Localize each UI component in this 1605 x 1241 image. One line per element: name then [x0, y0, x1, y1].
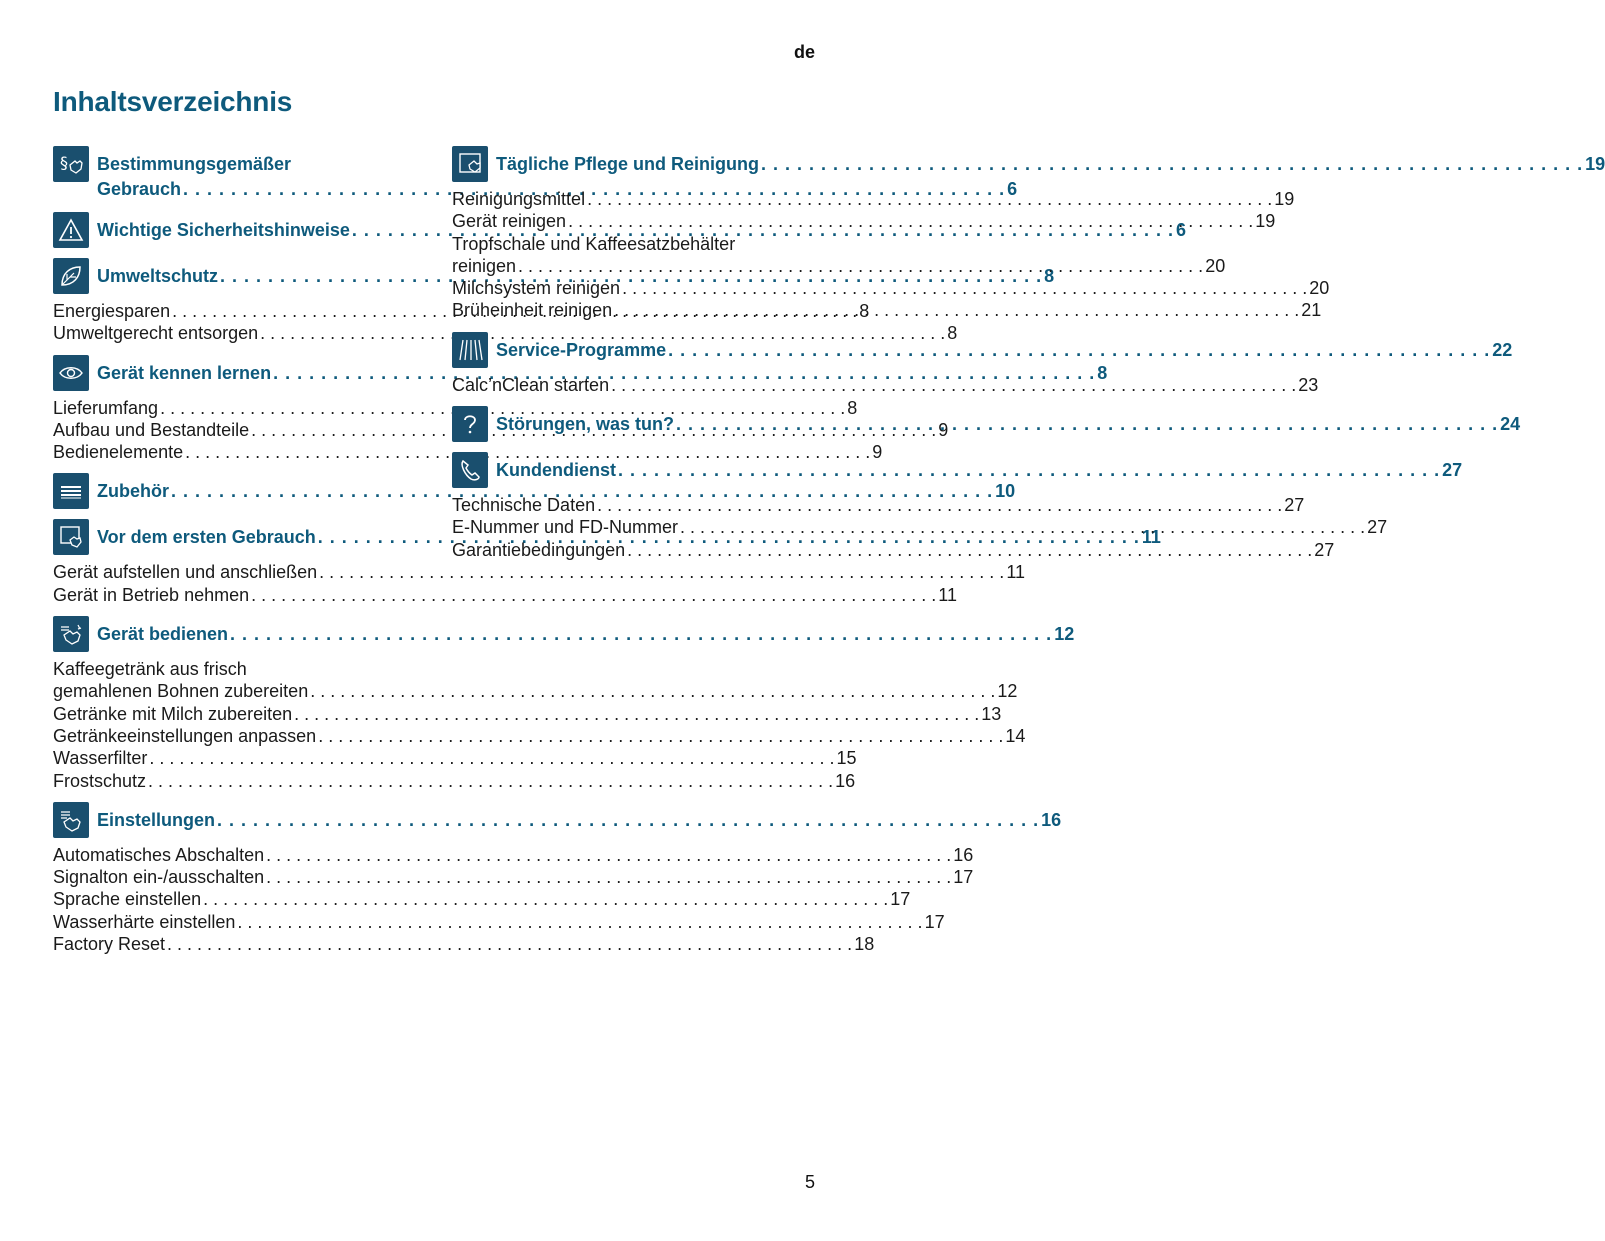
toc-entry-page: 27	[1367, 517, 1388, 538]
toc-entry-label: Garantiebedingungen	[452, 539, 626, 560]
toc-entry[interactable]	[53, 911, 945, 933]
toc-entry[interactable]	[53, 844, 974, 866]
leader-dots	[316, 725, 1005, 747]
section-title-row-label: Gebrauch	[97, 179, 182, 199]
toc-entry-label: Signalton ein-/ausschalten	[53, 867, 265, 888]
toc-entry-label: Automatisches Abschalten	[53, 844, 265, 865]
toc-entry-label: Wasserfilter	[53, 748, 148, 769]
stack-icon	[53, 473, 89, 509]
section-title-row-page: 8	[1044, 266, 1055, 286]
hand-press-icon	[53, 616, 89, 652]
toc-entry-label: Gerät reinigen	[452, 211, 567, 232]
toc-entry[interactable]	[53, 725, 1026, 747]
box-hand-icon	[53, 519, 89, 555]
toc-entry-label: E-Nummer und FD-Nummer	[452, 517, 679, 538]
cleaning-hand-icon	[452, 146, 488, 182]
toc-entry-label: Umweltgerecht entsorgen	[53, 323, 259, 344]
leader-dots	[585, 188, 1274, 210]
section-title-row-label: Einstellungen	[97, 809, 216, 830]
section-title-row-page: 6	[1176, 220, 1187, 240]
leader-dots	[228, 622, 1054, 647]
leader-dots	[147, 747, 836, 769]
section-entries	[452, 374, 1319, 396]
toc-entry[interactable]	[53, 866, 974, 888]
toc-entry-page: 21	[1301, 300, 1322, 321]
leader-dots	[215, 808, 1041, 833]
section-title-line1: Bestimmungsgemäßer	[97, 154, 292, 174]
toc-entry[interactable]	[53, 703, 1002, 725]
section-title-row-label: Kundendienst	[496, 460, 616, 481]
toc-entry-page: 11	[938, 584, 957, 605]
leader-dots	[620, 277, 1309, 299]
toc-entry[interactable]	[53, 933, 875, 955]
section-heading[interactable]	[452, 146, 1605, 182]
toc-entry-label: Wasserhärte einstellen	[53, 911, 236, 932]
section-title-row-page: 24	[1500, 414, 1521, 435]
toc-entry-page: 17	[953, 867, 974, 888]
hand-settings-icon	[53, 802, 89, 838]
section-entries	[53, 844, 974, 955]
section-title-row-page: 16	[1041, 809, 1062, 830]
section-title-row-page: 6	[1007, 179, 1018, 199]
toc-entry-label: Factory Reset	[53, 934, 166, 955]
section-title	[97, 616, 1074, 647]
toc-entry-page: 15	[836, 748, 857, 769]
toc-entry-label: Getränkeeinstellungen anpassen	[53, 725, 317, 746]
leader-dots	[264, 866, 953, 888]
toc-entry-label: Reinigungsmittel	[452, 189, 586, 209]
section-title	[97, 802, 1061, 833]
toc-entry[interactable]	[53, 770, 856, 792]
leader-dots	[249, 584, 938, 606]
section-title-row[interactable]	[496, 338, 1512, 363]
toc-entry[interactable]	[452, 494, 1305, 516]
leader-dots	[516, 255, 1205, 277]
toc-entry[interactable]	[53, 322, 958, 344]
leaf-icon	[53, 258, 89, 294]
toc-entry-line1: Kaffeegetränk aus frisch	[53, 659, 247, 680]
toc-entry[interactable]	[452, 299, 1322, 321]
svg-text:§: §	[60, 153, 68, 172]
leader-dots	[625, 539, 1314, 561]
section-entries	[452, 188, 1330, 322]
section-title-row-page: 19	[1585, 154, 1605, 174]
toc-entry-page: 9	[872, 442, 883, 463]
toc-entry-label: reinigen	[452, 255, 517, 276]
section-heading[interactable]	[53, 616, 1075, 652]
section-heading[interactable]	[452, 406, 1521, 442]
page-title: Inhaltsverzeichnis	[53, 86, 293, 117]
leader-dots	[612, 299, 1301, 321]
section-title-row[interactable]	[97, 622, 1074, 647]
section-title-row-page: 10	[995, 481, 1016, 502]
toc-entry-page: 16	[835, 770, 856, 791]
toc-entry-page: 8	[947, 323, 958, 344]
toc-entry[interactable]	[452, 188, 1295, 210]
toc-entry-page: 27	[1314, 539, 1335, 560]
leader-dots	[666, 338, 1492, 363]
section-heading[interactable]	[452, 332, 1513, 368]
section-entries	[53, 658, 1026, 792]
leader-dots	[235, 911, 924, 933]
toc-entry[interactable]	[53, 747, 857, 769]
leader-dots	[609, 374, 1298, 396]
toc-entry-page: 16	[953, 844, 974, 865]
toc-entry-page: 8	[859, 301, 870, 321]
question-icon	[452, 406, 488, 442]
toc-entry-page: 14	[1005, 725, 1026, 746]
toc-entry-page: 8	[847, 397, 858, 418]
section-title-row-label: Vor dem ersten Gebrauch	[97, 527, 316, 548]
toc-entry-page: 27	[1284, 495, 1305, 516]
leader-dots	[264, 844, 953, 866]
section-title-row[interactable]	[496, 152, 1605, 177]
section-title	[496, 452, 1462, 483]
leader-dots	[678, 516, 1367, 538]
toc-entry[interactable]	[452, 277, 1330, 299]
toc-entry-label: Gerät in Betrieb nehmen	[53, 584, 250, 605]
section-title-row[interactable]	[97, 808, 1061, 833]
section-title-row-label: Gerät bedienen	[97, 624, 229, 645]
toc-entry-page: 17	[924, 911, 945, 932]
toc-entry-label: Milchsystem reinigen	[452, 278, 621, 299]
toc-entry-page: 9	[938, 419, 949, 440]
section-entries	[53, 561, 1025, 606]
toc-entry-page: 17	[890, 889, 911, 910]
paragraph-hand-icon	[53, 146, 89, 182]
leader-dots	[165, 933, 854, 955]
page-number: 5	[804, 1172, 815, 1192]
toc-entry-label: Bedienelemente	[53, 442, 184, 463]
toc-entry-label: Energiesparen	[53, 301, 171, 321]
leader-dots	[759, 152, 1585, 177]
section-title	[496, 146, 1605, 177]
toc-entry[interactable]	[53, 584, 957, 606]
toc-section	[452, 406, 1521, 442]
leader-dots	[292, 703, 981, 725]
section-heading[interactable]	[452, 452, 1463, 488]
eye-icon	[53, 355, 89, 391]
section-title-row-page: 11	[1141, 527, 1161, 548]
toc-entry[interactable]	[53, 888, 911, 910]
section-title-row-label: Gerät kennen lernen	[97, 362, 272, 383]
section-title-row-page: 12	[1054, 624, 1075, 645]
warning-triangle-icon	[53, 212, 89, 248]
section-title-row-label: Umweltschutz	[97, 266, 219, 286]
toc-entry[interactable]	[53, 441, 883, 463]
leader-dots	[308, 680, 997, 702]
leader-dots	[595, 494, 1284, 516]
toc-entry-line1: Tropfschale und Kaffeesatzbehälter	[452, 233, 736, 254]
toc-entry-label: Gerät aufstellen und anschließen	[53, 562, 318, 583]
toc-entry-label: Technische Daten	[452, 495, 596, 516]
toc-entry[interactable]	[452, 210, 1276, 232]
toc-entry[interactable]	[452, 374, 1319, 396]
toc-entry-label: Aufbau und Bestandteile	[53, 419, 250, 440]
toc-entry-page: 19	[1274, 189, 1295, 209]
toc-entry-page: 19	[1255, 211, 1276, 232]
toc-entry-label: Calc’nClean starten	[452, 374, 610, 395]
section-title	[496, 332, 1512, 363]
leader-dots	[566, 210, 1255, 232]
section-title-row-label: Tägliche Pflege und Reinigung	[496, 154, 760, 174]
toc-entry-page: 23	[1298, 374, 1319, 395]
toc-entry-label: Brüheinheit reinigen	[452, 300, 613, 321]
toc-entry[interactable]	[452, 255, 1226, 277]
section-title-row[interactable]	[496, 412, 1520, 437]
toc-entry-page: 18	[854, 934, 875, 955]
toc-entry-page: 20	[1309, 278, 1330, 299]
toc-section	[452, 146, 1605, 322]
section-title-row[interactable]	[496, 458, 1462, 483]
leader-dots	[616, 458, 1442, 483]
toc-entry-label: Sprache einstellen	[53, 889, 202, 910]
water-streams-icon	[452, 332, 488, 368]
toc-entry-page: 12	[997, 681, 1018, 702]
section-title-row-label: Wichtige Sicherheitshinweise	[97, 220, 350, 240]
toc-entry[interactable]	[53, 397, 858, 419]
phone-icon	[452, 452, 488, 488]
toc-section	[53, 616, 1075, 792]
toc-entry-page: 11	[1006, 562, 1025, 583]
toc-entry-label: Lieferumfang	[53, 397, 159, 418]
section-title-row-label: Zubehör	[97, 481, 169, 502]
leader-dots	[674, 412, 1500, 437]
language-code: de	[793, 42, 815, 62]
section-title-row-page: 22	[1492, 339, 1513, 360]
toc-section	[53, 802, 1062, 955]
section-title-row-label: Störungen, was tun?	[496, 414, 674, 435]
toc-entry[interactable]	[53, 561, 1025, 583]
toc-entry[interactable]	[53, 680, 1018, 702]
toc-section	[452, 332, 1513, 396]
section-title	[496, 406, 1520, 437]
leader-dots	[317, 561, 1006, 583]
leader-dots	[201, 888, 890, 910]
section-heading[interactable]	[53, 802, 1062, 838]
section-title-row-page: 8	[1097, 362, 1108, 383]
toc-entry-page: 13	[981, 703, 1002, 724]
section-title-row-page: 27	[1442, 460, 1463, 481]
toc-entry-label: Frostschutz	[53, 770, 147, 791]
toc-entry[interactable]	[452, 539, 1335, 561]
toc-entry-label: Getränke mit Milch zubereiten	[53, 703, 293, 724]
toc-entry-page: 20	[1205, 255, 1226, 276]
toc-entry-label: gemahlenen Bohnen zubereiten	[53, 681, 309, 702]
leader-dots	[146, 770, 835, 792]
section-title-row-label: Service-Programme	[496, 339, 667, 360]
